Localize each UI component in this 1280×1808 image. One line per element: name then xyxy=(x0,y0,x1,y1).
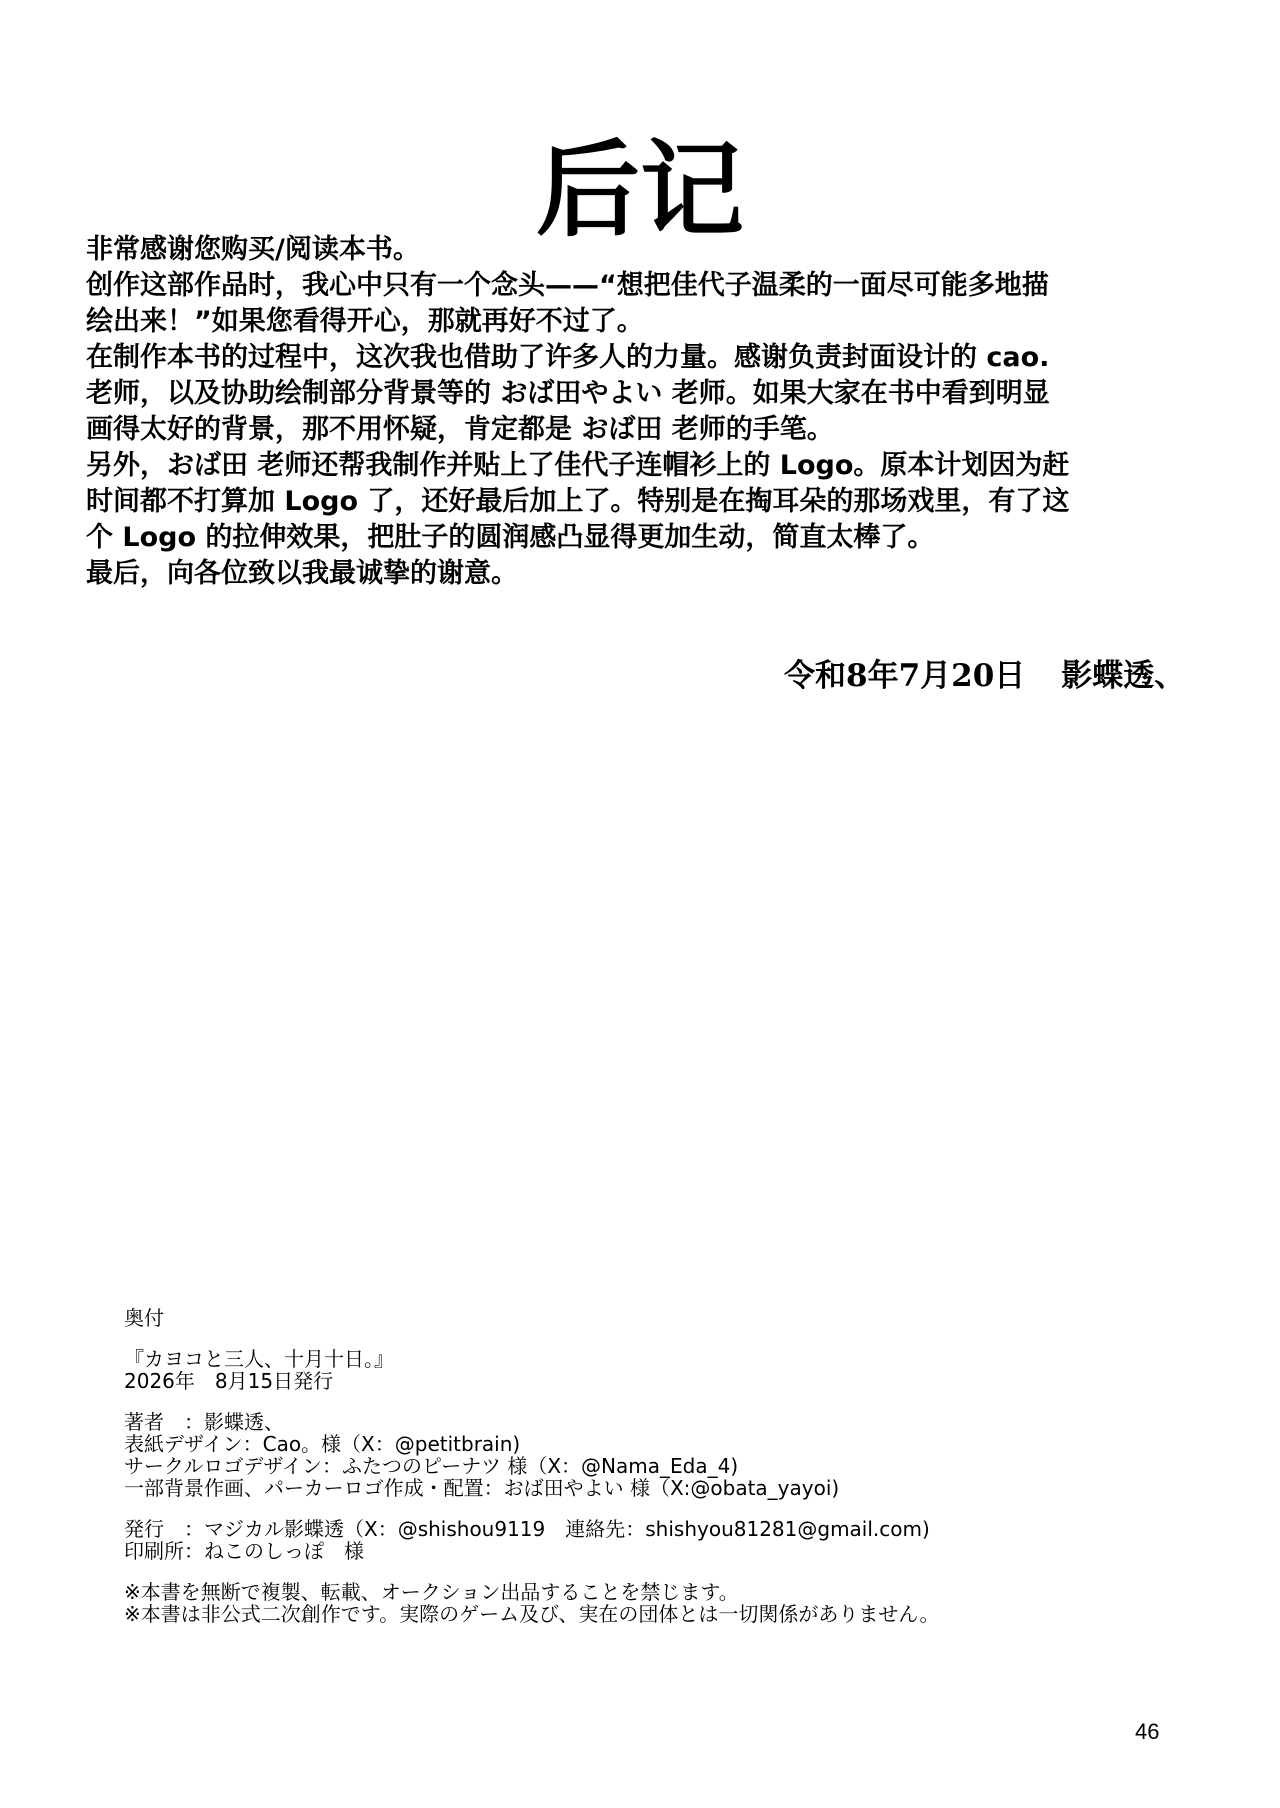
page-number: 46 xyxy=(1135,1719,1160,1744)
signature-date: 令和8年7月20日 xyxy=(784,658,1026,694)
body-line: 最后，向各位致以我最诚挚的谢意。 xyxy=(86,558,518,589)
publisher-line: 発行 ：マジカル影蝶透（X：@shishou9119 連絡先：shishyou81281@gmail.com) xyxy=(124,1517,930,1541)
signature-author: 影蝶透、 xyxy=(1061,658,1186,694)
body-line: 绘出来！”如果您看得开心，那就再好不过了。 xyxy=(86,306,644,337)
body-line: 创作这部作品时，我心中只有一个念头——“想把佳代子温柔的一面尽可能多地描 xyxy=(86,270,1049,301)
printer-line: 印刷所：ねこのしっぽ 様 xyxy=(124,1539,364,1563)
credit-line: 表紙デザイン：Cao。様（X：@petitbrain) xyxy=(124,1432,521,1456)
body-line: 非常感谢您购买/阅读本书。 xyxy=(86,234,420,265)
page-title: 后记 xyxy=(535,128,744,251)
body-line: 另外，おば田 老师还帮我制作并贴上了佳代子连帽衫上的 Logo。原本计划因为赶 xyxy=(86,450,1070,481)
afterword-body xyxy=(86,232,1196,592)
notice-line: ※本書を無断で複製、転載、オークション出品することを禁じます。 xyxy=(124,1580,739,1604)
body-line: 老师，以及协助绘制部分背景等的 おば田やよい 老师。如果大家在书中看到明显 xyxy=(86,378,1050,409)
notice-line: ※本書は非公式二次創作です。実際のゲーム及び、実在の団体とは一切関係がありません。 xyxy=(124,1602,940,1626)
body-line: 时间都不打算加 Logo 了，还好最后加上了。特别是在掏耳朵的那场戏里，有了这 xyxy=(86,486,1070,517)
issue-date: 2026年 8月15日発行 xyxy=(124,1369,334,1393)
body-line: 在制作本书的过程中，这次我也借助了许多人的力量。感谢负责封面设计的 cao. xyxy=(86,342,1050,373)
credit-line: 著者 ：影蝶透、 xyxy=(124,1410,284,1434)
credit-line: 一部背景作画、パーカーロゴ作成・配置：おば田やよい 様（X:@obata_yayoi) xyxy=(124,1476,840,1500)
colophon-heading: 奥付 xyxy=(124,1306,164,1330)
credit-line: サークルロゴデザイン：ふたつのピーナツ 様（X：@Nama_Eda_4) xyxy=(124,1454,739,1478)
colophon xyxy=(124,1307,1174,1625)
body-line: 个 Logo 的拉伸效果，把肚子的圆润感凸显得更加生动，简直太棒了。 xyxy=(86,522,935,553)
signature xyxy=(784,656,1185,696)
body-line: 画得太好的背景，那不用怀疑，肯定都是 おば田 老师的手笔。 xyxy=(86,414,834,445)
book-title: 『カヨコと三人、十月十日。』 xyxy=(124,1347,394,1371)
